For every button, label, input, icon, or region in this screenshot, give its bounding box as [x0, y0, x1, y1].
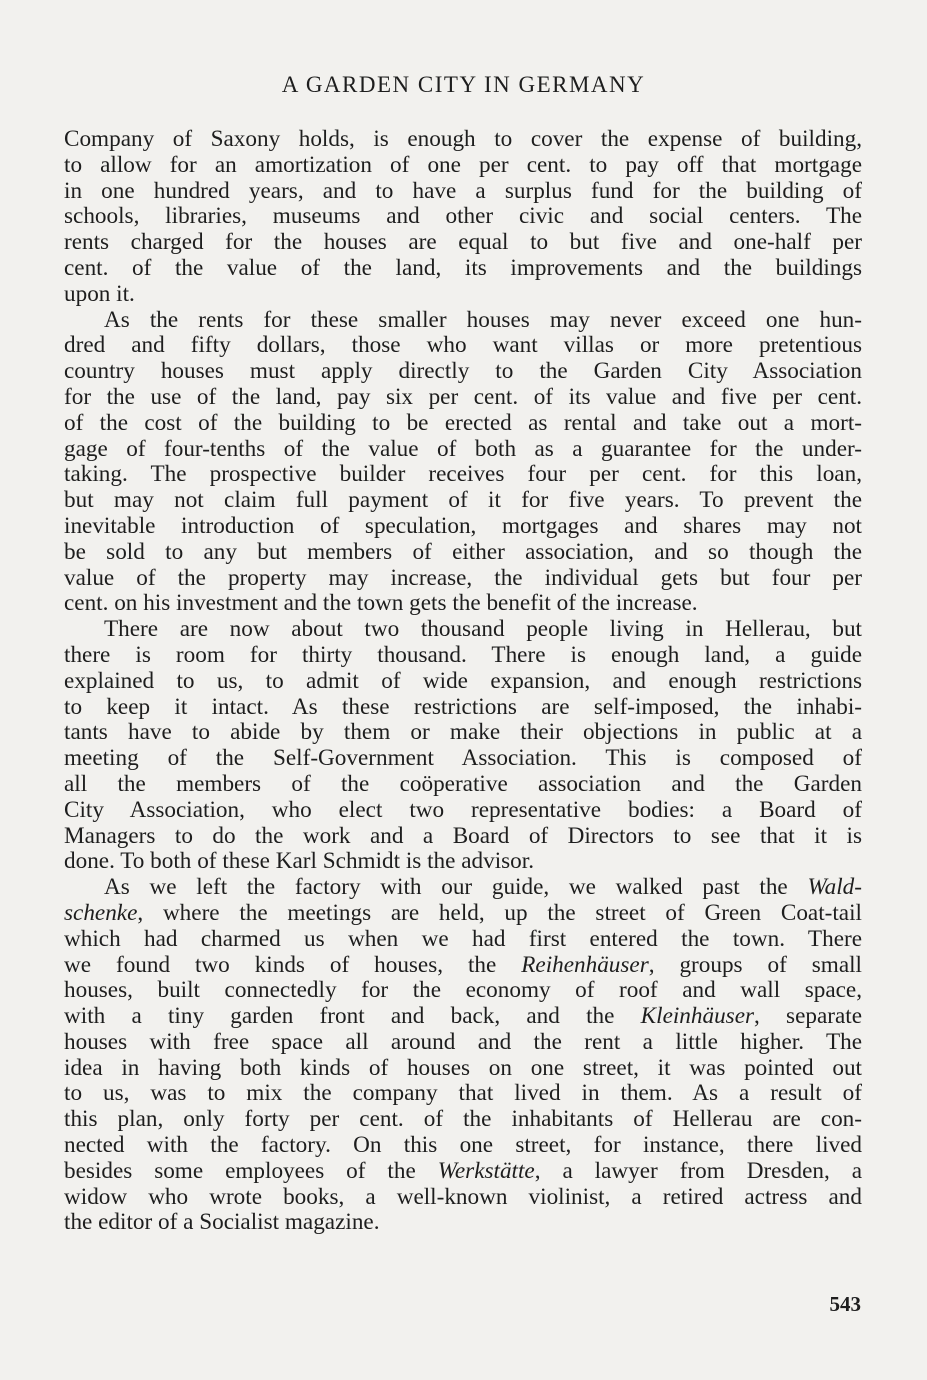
text-line: [64, 1159, 862, 1185]
text-line: there is room for thirty thousand. There is enough land, a guide: [64, 641, 862, 668]
text-line: [64, 901, 862, 927]
text-line: idea in having both kinds of houses on one street, it was pointed out: [64, 1054, 862, 1081]
italic-term: schenke: [64, 899, 138, 926]
text-line: cent. of the value of the land, its improvements and the buildings: [64, 254, 862, 281]
text-line: meeting of the Self-Government Association. This is composed of: [64, 745, 862, 772]
text-line: in one hundred years, and to have a surplus fund for the building of: [64, 177, 862, 204]
text-line: [64, 953, 862, 979]
text-line: City Association, who elect two representative bodies: a Board of: [64, 796, 862, 823]
italic-term: Wald-: [807, 874, 862, 901]
text-line: gage of four-tenths of the value of both as a guarantee for the under-: [64, 435, 862, 462]
text-line: for the use of the land, pay six per cent. of its value and five per cent.: [64, 383, 862, 410]
text-line: to us, was to mix the company that lived in them. As a result of: [64, 1080, 862, 1107]
text-line: [64, 1004, 862, 1030]
text-line: nected with the factory. On this one street, for instance, there lived: [64, 1132, 862, 1159]
text-line: value of the property may increase, the individual gets but four per: [64, 564, 862, 591]
italic-term: Kleinhäuser: [640, 1003, 755, 1030]
text-run: , where the meetings are held, up the street of Green Coat-tail: [137, 899, 862, 926]
text-line: dred and fifty dollars, those who want villas or more pretentious: [64, 332, 862, 359]
text-line: explained to us, to admit of wide expansion, and enough restrictions: [64, 667, 862, 694]
text-line: cent. on his investment and the town gets the benefit of the increase.: [64, 590, 698, 617]
body-text: [64, 127, 862, 1236]
paragraph: [64, 308, 862, 618]
text-line: all the members of the coöperative association and the Garden: [64, 770, 862, 797]
text-run: As we left the factory with our guide, we walked past the: [104, 874, 808, 901]
text-line: taking. The prospective builder receives four per cent. for this loan,: [64, 461, 862, 488]
text-line: but may not claim full payment of it for five years. To prevent the: [64, 487, 862, 514]
text-run: with a tiny garden front and back, and the: [64, 1003, 641, 1030]
text-line: upon it.: [64, 280, 135, 307]
text-line: tants have to abide by them or make their objections in public at a: [64, 719, 862, 746]
text-line: Company of Saxony holds, is enough to cover the expense of building,: [64, 126, 862, 152]
text-line: done. To both of these Karl Schmidt is the advisor.: [64, 848, 535, 875]
text-run: , separate: [754, 1003, 862, 1030]
text-line: Managers to do the work and a Board of Directors to see that it is: [64, 822, 862, 849]
text-line: There are now about two thousand people living in Hellerau, but: [104, 616, 862, 643]
page-number: 543: [829, 1292, 861, 1316]
text-line: rents charged for the houses are equal to but five and one-half per: [64, 229, 862, 256]
text-run: we found two kinds of houses, the: [64, 951, 522, 978]
text-line: widow who wrote books, a well-known violinist, a retired actress and: [64, 1183, 862, 1210]
text-run: besides some employees of the: [64, 1157, 438, 1184]
text-line: As the rents for these smaller houses may never exceed one hun-: [104, 306, 862, 333]
text-line: schools, libraries, museums and other civic and social centers. The: [64, 203, 862, 230]
paragraph: [64, 127, 862, 308]
text-run: , groups of small: [648, 951, 862, 978]
paragraph: [64, 617, 862, 875]
text-line: this plan, only forty per cent. of the inhabitants of Hellerau are con-: [64, 1106, 862, 1133]
text-run: , a lawyer from Dresden, a: [534, 1157, 862, 1184]
text-line: country houses must apply directly to the Garden City Association: [64, 358, 862, 385]
italic-term: Reihenhäuser: [521, 951, 649, 978]
text-line: [64, 875, 862, 901]
text-line: inevitable introduction of speculation, mortgages and shares may not: [64, 512, 862, 539]
italic-term: Werkstätte: [437, 1157, 535, 1184]
text-line: houses, built connectedly for the economy of roof and wall space,: [64, 977, 862, 1004]
text-line: houses with free space all around and the rent a little higher. The: [64, 1028, 862, 1055]
text-line: which had charmed us when we had first entered the town. There: [64, 925, 862, 952]
text-line: be sold to any but members of either association, and so though the: [64, 538, 862, 565]
text-line: to allow for an amortization of one per cent. to pay off that mortgage: [64, 151, 862, 178]
paragraph: [64, 875, 862, 1236]
text-line: to keep it intact. As these restrictions are self-imposed, the inhabi-: [64, 693, 862, 720]
text-line: of the cost of the building to be erected as rental and take out a mort-: [64, 409, 862, 436]
running-head: A GARDEN CITY IN GERMANY: [281, 72, 646, 97]
text-line: the editor of a Socialist magazine.: [64, 1209, 380, 1236]
